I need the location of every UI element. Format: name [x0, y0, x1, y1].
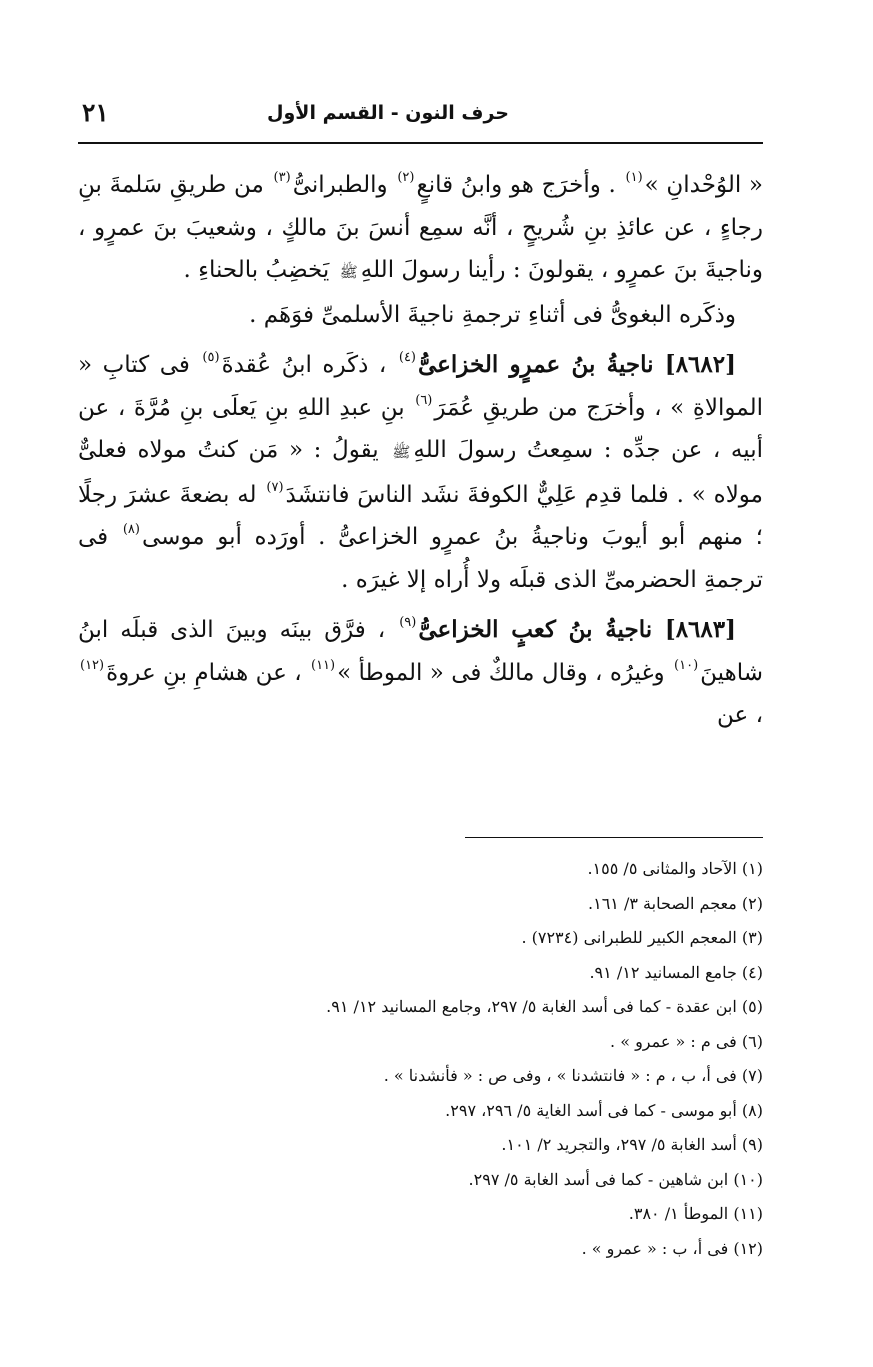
paragraph-note	[78, 294, 763, 337]
salla-ligature-icon: ﷺ	[339, 263, 358, 281]
footnote-12: (١٢) فى أ، ب : « عمرو » .	[581, 1238, 763, 1258]
text-run: بنِ عبدِ اللهِ بنِ يَعلَى بنِ مُرَّةَ ، عن أبيه ، عن جدِّه : سمِعتُ رسولَ اللهِ	[78, 394, 763, 463]
footnote-ref-7[interactable]: (٧)	[266, 479, 284, 495]
text-run: وغيرُه ، وقال مالكٌ فى « الموطأ »	[337, 659, 673, 686]
footnote-4: (٤) جامع المسانيد ١٢/ ٩١.	[589, 962, 763, 982]
text-run: وذكَره البغوىُّ فى أثناءِ ترجمةِ ناجيةَ الأسلمىِّ فوَهَم .	[249, 301, 736, 328]
footnote-ref-10[interactable]: (١٠)	[674, 657, 699, 673]
footnote-1: (١) الآحاد والمثانى ٥/ ١٥٥.	[587, 859, 763, 878]
salla-ligature-icon: ﷺ	[392, 443, 411, 461]
text-run: ، عن هشامِ بنِ عروةَ	[106, 659, 309, 686]
text-run: والطبرانىُّ	[292, 172, 396, 198]
entry-number: [٨٦٨٢]	[664, 351, 736, 378]
page-number: ٢١	[82, 98, 109, 127]
page-header	[78, 96, 763, 144]
footnote-10: (١٠) ابن شاهين - كما فى أسد الغابة ٥/ ٢٩٧.	[468, 1169, 763, 1189]
text-run: يقولُ : « مَن كنتُ مولاه فعلىٌّ مولاه » . فلما قدِم عَلِيٌّ الكوفةَ نشَد الناسَ فانتشَدَ	[78, 437, 764, 508]
entry-name: ناجيةُ بنُ عمرٍو الخزاعىُّ	[418, 351, 665, 378]
entry-number: [٨٦٨٣]	[664, 616, 737, 643]
entry-name: ناجيةُ بنُ كعبٍ الخزاعىُّ	[418, 616, 665, 643]
footnote-ref-9[interactable]: (٩)	[399, 615, 417, 630]
text-run: له بضعةَ عشرَ رجلًا ؛ منهم أبو أيوبَ وناجيةُ بنُ عمرٍو الخزاعىُّ . أورَده أبو موسى	[78, 481, 763, 550]
footnote-6: (٦) فى م : « عمرو » .	[610, 1031, 763, 1051]
footnote-7: (٧) فى أ، ب ، م : « فانتشدنا » ، وفى ص : « فأنشدنا » .	[383, 1066, 763, 1085]
text-run: ، ذكَره ابنُ عُقدةَ	[221, 352, 397, 378]
footnote-5: (٥) ابن عقدة - كما فى أسد الغابة ٥/ ٢٩٧، وجامع المسانيد ١٢/ ٩١.	[326, 997, 763, 1016]
text-run: فى ترجمةِ الحضرمىِّ الذى قبلَه ولا أُراه إلا غيرَه .	[78, 524, 763, 593]
footnote-3: (٣) المعجم الكبير للطبرانى (٧٢٣٤) .	[521, 928, 763, 947]
footnote-ref-1[interactable]: (١)	[625, 170, 643, 185]
paragraph-continuation	[78, 164, 763, 294]
footnote-ref-6[interactable]: (٦)	[415, 392, 433, 408]
text-run: ، فرَّق بينَه وبينَ الذى قبلَه ابنُ شاهينَ	[78, 617, 763, 686]
footnotes-list	[78, 852, 763, 1266]
footnote-ref-5[interactable]: (٥)	[202, 350, 220, 365]
footnote-divider	[465, 837, 763, 838]
footnote-ref-8[interactable]: (٨)	[122, 522, 140, 537]
footnote-ref-11[interactable]: (١١)	[310, 657, 336, 673]
text-run: يَخضِبُ بالحناءِ .	[183, 257, 337, 283]
main-text	[78, 164, 763, 737]
entry-8683	[78, 609, 763, 737]
text-run: فى كتابِ « الموالاةِ » ، وأخرَج من طريقِ عُمَرَ	[78, 352, 763, 421]
text-run: ، عن	[717, 702, 763, 728]
footnote-11: (١١) الموطأ ١/ ٣٨٠.	[628, 1204, 763, 1223]
book-page	[78, 96, 763, 1326]
running-title: حرف النون - القسم الأول	[267, 102, 509, 124]
text-run: . وأخرَج هو وابنُ قانعٍ	[416, 172, 624, 198]
text-run: « الوُحْدانِ »	[644, 172, 764, 198]
footnote-ref-4[interactable]: (٤)	[398, 350, 416, 365]
footnote-2: (٢) معجم الصحابة ٣/ ١٦١.	[588, 893, 763, 913]
footnote-ref-2[interactable]: (٢)	[397, 170, 415, 185]
footnote-8: (٨) أبو موسى - كما فى أسد الغاية ٥/ ٢٩٦، ٢٩٧.	[445, 1100, 763, 1120]
footnote-ref-12[interactable]: (١٢)	[80, 657, 105, 673]
footnote-ref-3[interactable]: (٣)	[273, 170, 291, 185]
footnote-9: (٩) أسد الغابة ٥/ ٢٩٧، والتجريد ٢/ ١٠١.	[501, 1135, 763, 1154]
text-run: من طريقِ سَلمةَ بنِ رجاءٍ ، عن عائذِ بنِ شُريحٍ ، أنَّه سمِع أنسَ بنَ مالكٍ ، وشعيبَ بنَ عمرٍو ، وناجيةَ بنَ عمرٍو ، يقولونَ : رأينا رسولَ اللهِ	[78, 172, 763, 283]
entry-8682	[78, 344, 763, 601]
